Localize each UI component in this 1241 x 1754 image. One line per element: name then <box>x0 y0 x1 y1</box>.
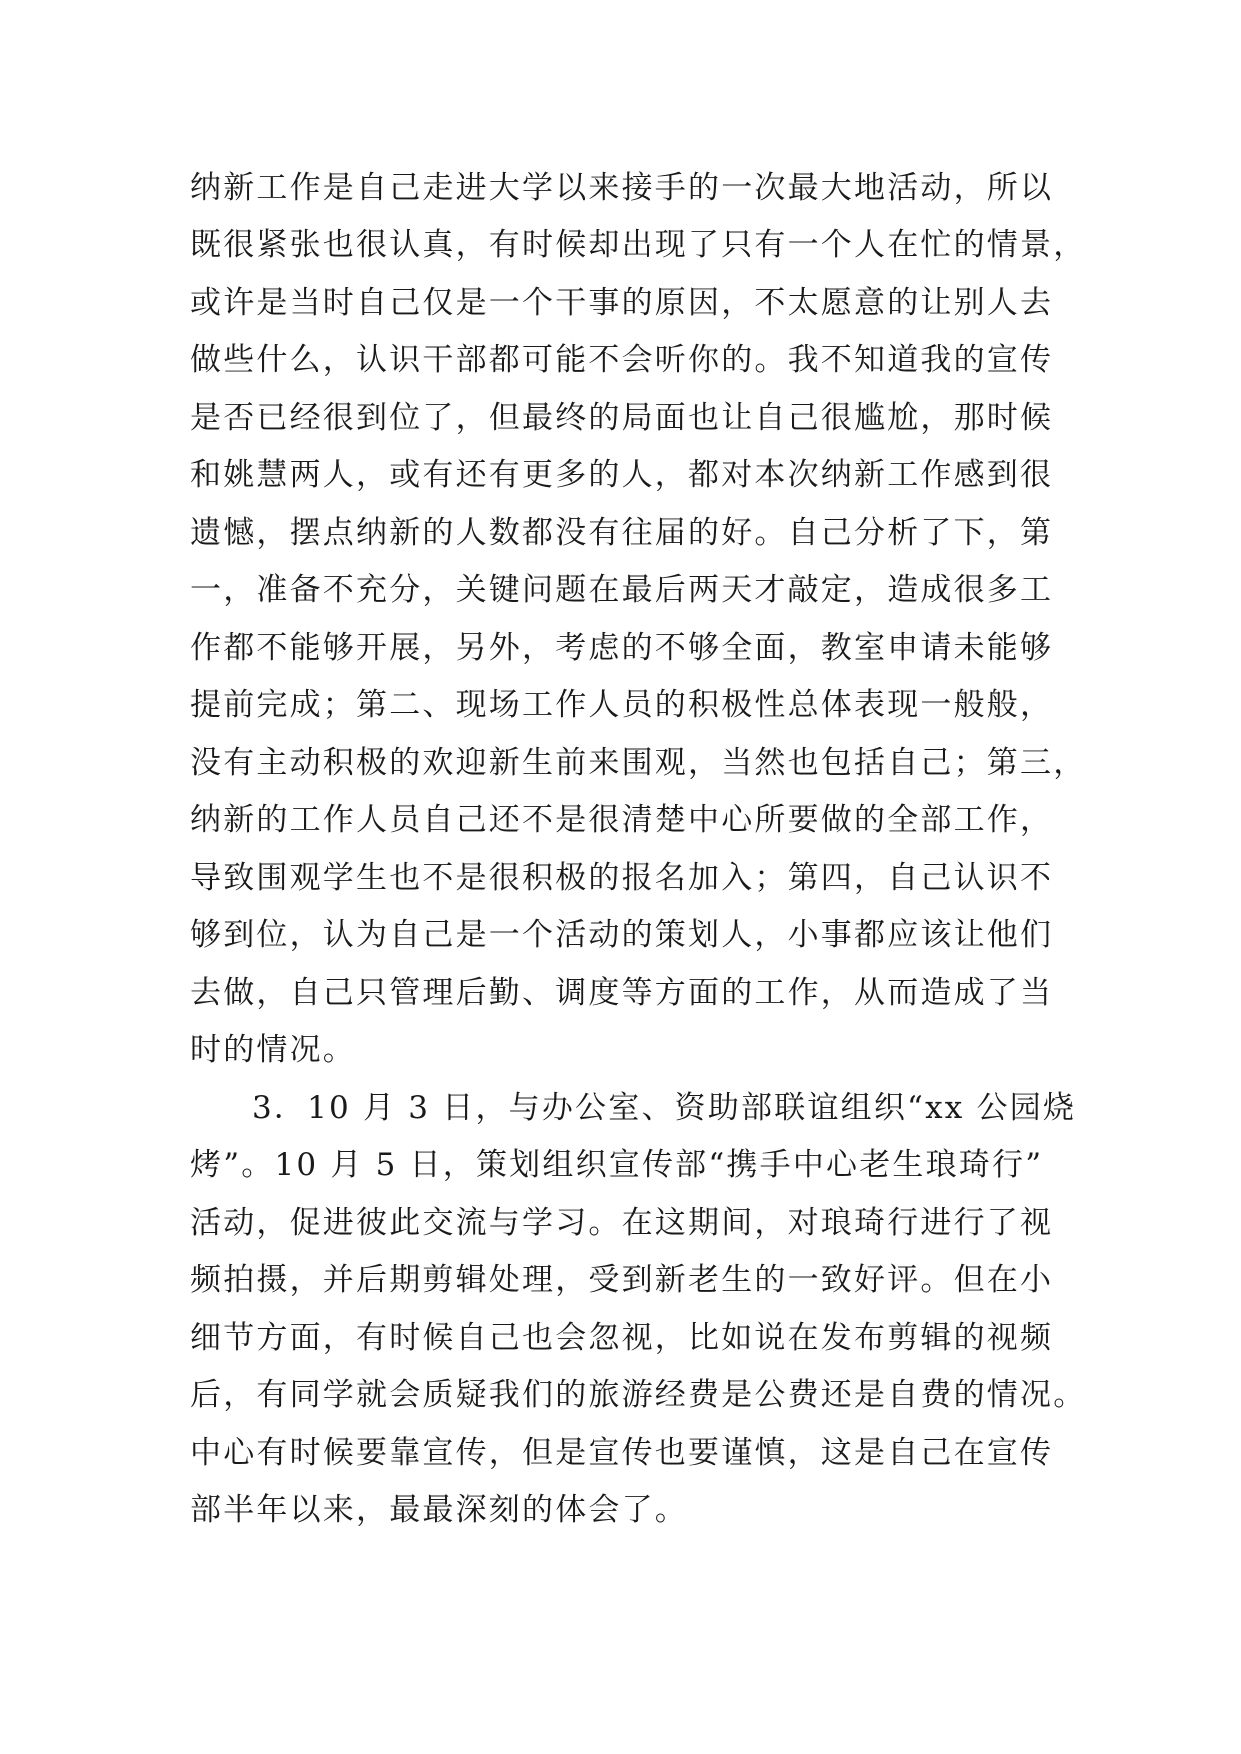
paragraph-1-line-1: 纳新工作是自己走进大学以来接手的一次最大地活动，所以 <box>190 170 1054 206</box>
paragraph-2-line-5: 细节方面，有时候自己也会忽视，比如说在发布剪辑的视频 <box>190 1320 1054 1356</box>
paragraph-1-line-10: 提前完成；第二、现场工作人员的积极性总体表现一般般， <box>190 687 1054 723</box>
paragraph-1-line-7: 遗憾，摆点纳新的人数都没有往届的好。自己分析了下，第 <box>190 515 1054 551</box>
paragraph-2-line-3: 活动，促进彼此交流与学习。在这期间，对琅琦行进行了视 <box>190 1205 1054 1241</box>
paragraph-1-line-12: 纳新的工作人员自己还不是很清楚中心所要做的全部工作， <box>190 802 1054 838</box>
paragraph-1-line-6: 和姚慧两人，或有还有更多的人，都对本次纳新工作感到很 <box>190 457 1054 493</box>
paragraph-1-line-16: 时的情况。 <box>190 1032 356 1068</box>
paragraph-1-line-2: 既很紧张也很认真，有时候却出现了只有一个人在忙的情景， <box>190 227 1087 263</box>
paragraph-1-line-15: 去做，自己只管理后勤、调度等方面的工作，从而造成了当 <box>190 975 1054 1011</box>
paragraph-1-line-8: 一，准备不充分，关键问题在最后两天才敲定，造成很多工 <box>190 572 1054 608</box>
paragraph-2-line-2: 烤”。10 月 5 日，策划组织宣传部“携手中心老生琅琦行” <box>190 1147 1044 1183</box>
paragraph-1-line-4: 做些什么，认识干部都可能不会听你的。我不知道我的宣传 <box>190 342 1054 378</box>
paragraph-1-line-14: 够到位，认为自己是一个活动的策划人，小事都应该让他们 <box>190 917 1054 953</box>
paragraph-1-line-9: 作都不能够开展，另外，考虑的不够全面，教室申请未能够 <box>190 630 1054 666</box>
paragraph-2-line-1: 3．10 月 3 日，与办公室、资助部联谊组织“xx 公园烧 <box>252 1090 1077 1126</box>
paragraph-2-line-7: 中心有时候要靠宣传，但是宣传也要谨慎，这是自己在宣传 <box>190 1435 1054 1471</box>
paragraph-1-line-3: 或许是当时自己仅是一个干事的原因，不太愿意的让别人去 <box>190 285 1054 321</box>
paragraph-1-line-13: 导致围观学生也不是很积极的报名加入；第四，自己认识不 <box>190 860 1054 896</box>
paragraph-2-line-6: 后，有同学就会质疑我们的旅游经费是公费还是自费的情况。 <box>190 1377 1087 1413</box>
paragraph-1-line-5: 是否已经很到位了，但最终的局面也让自己很尴尬，那时候 <box>190 400 1054 436</box>
paragraph-2-line-4: 频拍摄，并后期剪辑处理，受到新老生的一致好评。但在小 <box>190 1262 1054 1298</box>
paragraph-1-line-11: 没有主动积极的欢迎新生前来围观，当然也包括自己；第三， <box>190 745 1087 781</box>
paragraph-2-line-8: 部半年以来，最最深刻的体会了。 <box>190 1492 688 1528</box>
